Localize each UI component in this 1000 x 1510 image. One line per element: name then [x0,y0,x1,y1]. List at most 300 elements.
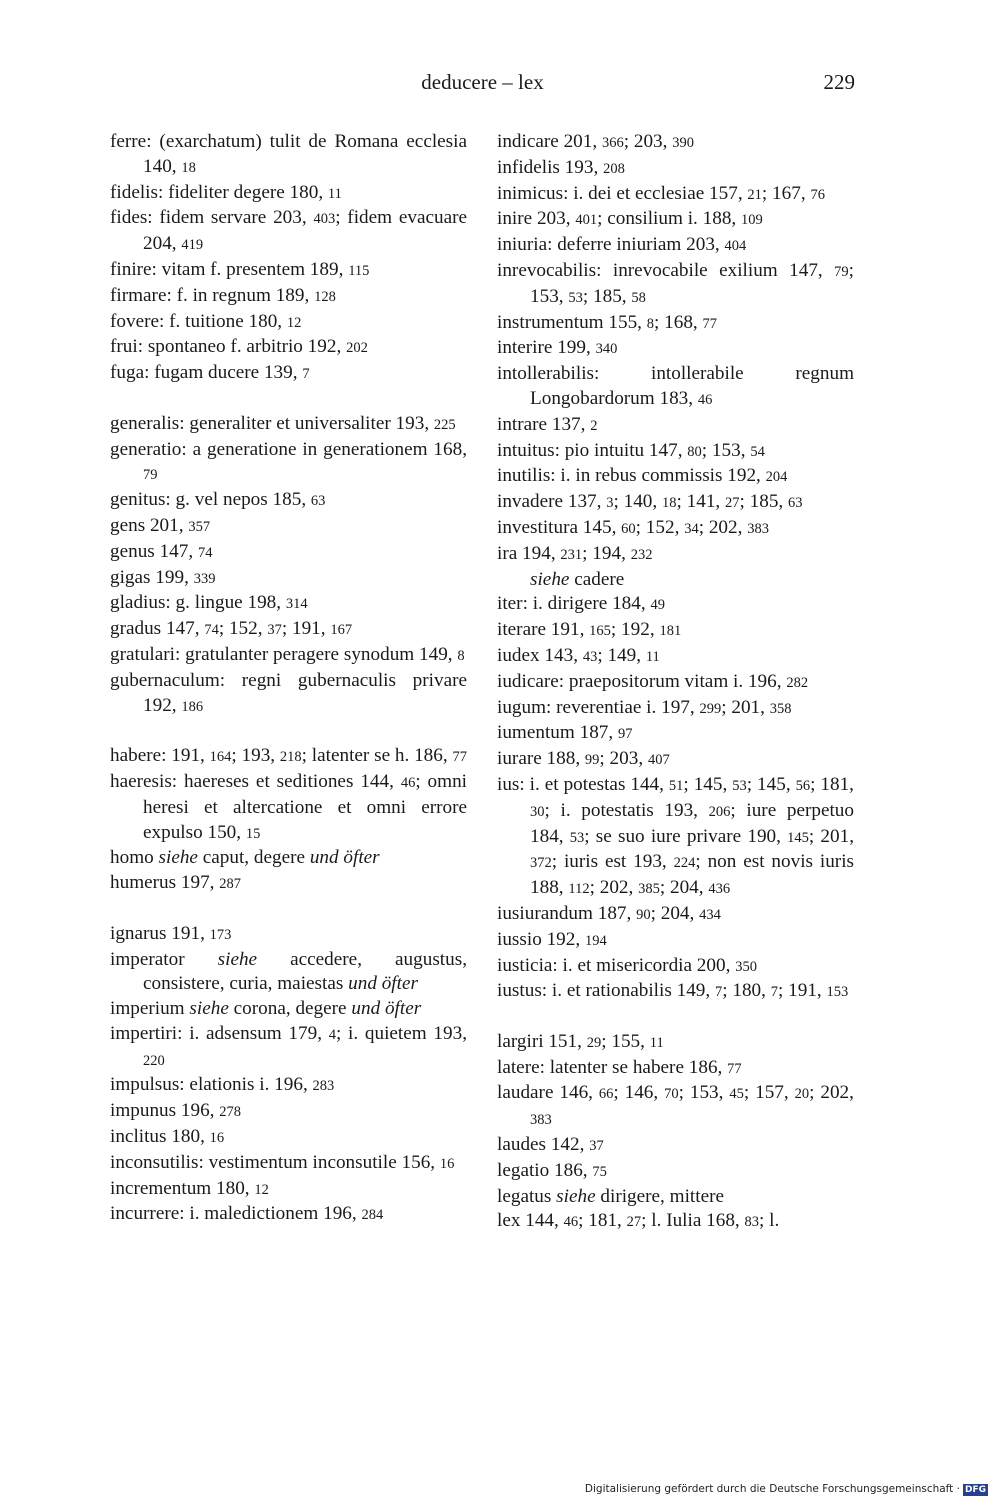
entry-text: ; l. [759,1210,780,1232]
line-number: 37 [589,1138,604,1155]
entry-text: cadere [569,568,625,590]
line-number: 194 [584,932,607,949]
index-entry [497,156,854,182]
cross-reference-term: siehe [556,1185,596,1207]
line-number: 8 [457,647,465,664]
line-number: 434 [699,906,721,923]
entry-text: largiri 151, [497,1030,587,1052]
line-number: 54 [750,443,765,460]
index-entry [110,1151,467,1177]
index-entry [110,566,467,592]
index-entry [497,490,854,516]
line-number: 63 [310,493,326,510]
index-entry [497,464,854,490]
entry-text: ; 153, [530,259,854,307]
line-number: 401 [575,212,598,229]
entry-text: investitura 145, [497,516,622,538]
line-number: 37 [267,622,282,639]
line-number: 27 [626,1214,642,1231]
entry-text: haeresis: haereses et seditiones 144, [110,770,401,792]
entry-text: iussio 192, [497,928,585,950]
entry-text: ; l. Iulia 168, [641,1210,745,1232]
entry-text: ; 193, [231,745,280,767]
line-number: 407 [647,752,670,769]
entry-text: iustus: i. et rationabilis 149, [497,980,715,1002]
entry-text: imperator [110,948,218,970]
entry-text: ; omni heresi et altercatione et omni errore expulso 150, [143,770,467,843]
entry-text: ; 145, [746,773,796,795]
entry-text: legatio 186, [497,1159,593,1181]
entry-text: ; non est novis iuris 188, [530,851,854,899]
entry-text: ; 203, [623,131,673,152]
line-number: 53 [568,289,583,306]
entry-text: fuga: fugam ducere 139, [110,362,303,384]
entry-text: iusticia: i. et misericordia 200, [497,954,736,976]
index-entry [497,516,854,542]
entry-text: laudare 146, [497,1082,599,1104]
index-entry [110,258,467,284]
entry-text: ; 192, [610,619,660,641]
entry-text: inconsutilis: vestimentum inconsutile 156, [110,1151,440,1173]
entry-text: lex 144, [497,1210,564,1232]
line-number: 11 [327,185,342,202]
entry-text: generalis: generaliter et universaliter 193, [110,412,434,434]
index-entry [110,335,467,361]
entry-text: frui: spontaneo f. arbitrio 192, [110,336,347,358]
index-entry [497,1081,854,1133]
entry-text: ; 191, [778,980,827,1002]
index-subentry [497,568,854,593]
entry-text: infidelis 193, [497,156,604,178]
cross-reference-term: siehe [189,998,229,1020]
entry-text: ; 185, [739,491,789,513]
entry-text: ; 202, [698,516,748,538]
line-number: 287 [219,876,242,893]
entry-text: ; 204, [650,902,700,924]
entry-text: gubernaculum: regni gubernaculis privare 192, [110,669,467,716]
entry-text: intuitus: pio intuitu 147, [497,439,688,461]
line-number: 204 [765,469,788,486]
index-entry [110,1177,467,1203]
line-number: 339 [193,570,216,587]
entry-gap [110,897,467,922]
entry-text: ; fidem evacuare 204, [143,207,467,255]
index-entry [497,721,854,747]
entry-text: inire 203, [497,208,576,230]
index-entry [497,233,854,259]
entry-text: invadere 137, [497,491,607,513]
entry-text: gratulari: gratulanter peragere synodum 149, [110,643,458,665]
index-entry [497,439,854,465]
index-entry [110,361,467,387]
index-entry [110,997,467,1022]
index-entry [497,311,854,337]
index-entry [110,488,467,514]
entry-text: incrementum 180, [110,1177,255,1199]
entry-text: ; 141, [676,491,726,513]
index-entry [110,922,467,948]
credit-text: Digitalisierung gefördert durch die Deutsche Forschungsgemeinschaft · [584,1483,960,1495]
line-number: 34 [684,520,699,537]
entry-text: impunus 196, [110,1100,220,1122]
index-entry [497,1056,854,1082]
line-number: 27 [725,495,740,512]
index-entry [110,871,467,897]
line-number: 43 [582,648,598,665]
index-column-left [110,130,467,1228]
entry-text: caput, degere [197,847,310,869]
entry-text: genus 147, [110,540,198,562]
index-entry [497,362,854,413]
index-entry [497,644,854,670]
index-entry [110,1022,467,1074]
entry-text: inclitus 180, [110,1126,210,1148]
entry-text: finire: vitam f. presentem 189, [110,258,349,280]
index-entry [497,928,854,954]
line-number: 145 [787,829,809,846]
line-number: 16 [209,1130,225,1147]
index-entry [110,948,467,998]
entry-text: ; 191, [281,618,331,640]
entry-text: intrare 137, [497,413,591,435]
index-entry [497,1159,854,1185]
line-number: 231 [560,546,583,563]
entry-text: genitus: g. vel nepos 185, [110,489,311,511]
index-entry [110,744,467,770]
entry-text: imperium [110,998,190,1020]
line-number: 18 [662,495,677,512]
entry-text: fovere: f. tuitione 180, [110,310,287,332]
line-number: 7 [302,366,310,383]
entry-text: homo [110,847,159,869]
entry-text: ; 180, [722,980,771,1002]
line-number: 70 [664,1086,679,1103]
entry-text: ; 181, [578,1210,627,1232]
line-number: 224 [673,855,696,872]
line-number: 76 [810,186,825,203]
entry-text: ; i. quietem 193, [335,1022,467,1044]
running-head: deducere – lex [421,70,544,94]
index-entry [110,846,467,871]
line-number: 358 [769,700,792,717]
entry-text: gigas 199, [110,566,194,588]
entry-text: ; iuris est 193, [551,851,674,873]
index-entry [497,696,854,722]
line-number: 419 [181,237,204,254]
entry-text: intollerabilis: intollerabile regnum Longobardorum 183, [497,363,854,409]
entry-text: corona, degere [228,998,352,1020]
line-number: 390 [672,135,694,151]
line-number: 20 [794,1086,810,1103]
entry-text: iter: i. dirigere 184, [497,593,651,615]
entry-text: ; 153, [701,439,751,461]
entry-text: iudicare: praepositorum vitam i. 196, [497,670,787,692]
line-number: 7 [770,984,778,1001]
line-number: 366 [601,135,624,151]
line-number: 83 [744,1214,760,1231]
cross-reference-term: und öfter [351,998,422,1020]
line-number: 153 [826,984,849,1001]
line-number: 11 [645,648,660,665]
line-number: 232 [630,546,653,563]
entry-text: iniuria: deferre iniuriam 203, [497,234,725,256]
entry-text: fidelis: fideliter degere 180, [110,181,328,203]
entry-text: incurrere: i. maledictionem 196, [110,1203,362,1225]
entry-text: instrumentum 155, [497,311,647,333]
index-entry [497,1030,854,1056]
line-number: 46 [697,391,713,408]
index-entry [110,206,467,258]
line-number: 278 [219,1104,242,1121]
entry-gap [110,719,467,744]
line-number: 115 [348,262,370,279]
entry-text: ; 152, [218,618,268,640]
line-number: 46 [563,1214,579,1231]
entry-text: firmare: f. in regnum 189, [110,284,315,306]
index-entry [110,284,467,310]
line-number: 46 [400,774,416,791]
line-number: 80 [687,443,702,460]
line-number: 357 [188,518,211,535]
entry-text: inutilis: i. in rebus commissis 192, [497,465,766,487]
entry-text: ; 203, [599,748,648,770]
entry-text: ; latenter se h. 186, [301,745,453,767]
line-number: 404 [724,238,747,255]
line-number: 90 [636,906,651,923]
line-number: 383 [530,1112,552,1129]
entry-text: latere: latenter se habere 186, [497,1056,728,1078]
entry-text: iurare 188, [497,748,585,770]
index-entry [497,902,854,928]
line-number: 15 [245,825,261,842]
line-number: 63 [788,495,803,512]
line-number: 53 [569,829,585,846]
index-entry [110,1099,467,1125]
index-entry [497,130,854,156]
entry-text: ; 145, [683,773,733,795]
line-number: 66 [598,1086,614,1103]
line-number: 53 [732,777,747,794]
line-number: 2 [590,417,598,434]
index-entry [110,770,467,846]
line-number: 79 [143,467,158,484]
line-number: 99 [584,752,600,769]
line-number: 21 [747,186,762,203]
line-number: 403 [313,211,336,228]
line-number: 45 [729,1086,744,1103]
line-number: 186 [181,698,204,715]
index-entry [110,412,467,438]
entry-text: ; 155, [601,1030,650,1052]
entry-text: ; 140, [613,491,662,513]
line-number: 218 [279,749,302,766]
page-number: 229 [823,70,855,94]
index-entry [497,1209,854,1235]
entry-text: ignarus 191, [110,922,210,944]
entry-text: ; 167, [761,182,811,204]
entry-gap [497,1005,854,1030]
entry-text: gladius: g. lingue 198, [110,592,286,614]
index-entry [497,207,854,233]
line-number: 60 [621,520,636,537]
entry-text: ; se suo iure privare 190, [584,825,788,847]
entry-text: ; 194, [582,542,631,564]
entry-text: interire 199, [497,337,596,359]
line-number: 372 [530,855,552,872]
index-entry [497,259,854,311]
dfg-logo: DFG [964,1485,986,1495]
entry-text: dirigere, mittere [595,1185,724,1207]
line-number: 340 [595,341,618,358]
line-number: 77 [702,315,718,332]
line-number: 7 [714,984,723,1001]
index-entry [110,130,467,181]
index-entry [497,413,854,439]
entry-text: impulsus: elationis i. 196, [110,1074,313,1096]
entry-text: ; 152, [635,516,685,538]
entry-text: ; 153, [678,1082,730,1104]
entry-text: ; 185, [582,285,632,307]
line-number: 97 [617,726,633,743]
entry-text: generatio: a generatione in generationem 168, [110,438,467,460]
line-number: 109 [741,212,763,229]
index-entry [110,1202,467,1228]
entry-text: ; 202, [589,877,639,899]
page-header [110,70,855,100]
line-number: 181 [659,623,682,640]
line-number: 314 [285,596,308,613]
line-number: 12 [254,1181,269,1198]
entry-text: indicare 201, [497,131,602,152]
line-number: 282 [786,674,809,691]
entry-text: iusiurandum 187, [497,902,637,924]
line-number: 206 [708,803,731,820]
line-number: 8 [646,315,655,332]
index-entry [110,643,467,669]
line-number: 112 [568,881,590,898]
line-number: 29 [586,1034,602,1051]
cross-reference-term: siehe [158,847,198,869]
line-number: 164 [209,749,232,766]
line-number: 165 [589,623,611,640]
line-number: 77 [452,749,467,766]
entry-text: accedere, augustus, consistere, curia, maiestas [143,948,467,995]
index-entry [110,1073,467,1099]
index-entry [497,336,854,362]
line-number: 77 [727,1060,742,1077]
line-number: 385 [638,881,660,898]
index-entry [110,514,467,540]
line-number: 58 [631,289,646,306]
line-number: 74 [204,622,219,639]
entry-text: impertiri: i. adsensum 179, [110,1022,329,1044]
entry-text: iudex 143, [497,644,583,666]
line-number: 51 [668,777,684,794]
entry-text: iumentum 187, [497,722,618,744]
line-number: 79 [834,263,849,280]
index-entry [497,979,854,1005]
index-entry [110,540,467,566]
line-number: 299 [699,700,722,717]
line-number: 75 [592,1163,607,1180]
index-entry [110,669,467,720]
index-entry [110,181,467,207]
line-number: 49 [650,597,665,614]
index-entry [110,591,467,617]
line-number: 436 [708,881,731,898]
entry-text: laudes 142, [497,1134,590,1156]
index-entry [497,1133,854,1159]
cross-reference-term: siehe [217,948,258,970]
cross-reference-term: und öfter [309,847,380,869]
index-entry [497,182,854,208]
line-number: 350 [735,958,757,975]
index-entry [497,618,854,644]
entry-text: ; 146, [613,1082,665,1104]
entry-text: inrevocabilis: inrevocabile exilium 147, [497,259,835,281]
line-number: 383 [747,520,769,537]
line-number: 30 [530,803,545,820]
line-number: 56 [795,777,811,794]
line-number: 11 [649,1034,664,1051]
entry-text: ; 149, [597,644,646,666]
index-entry [110,617,467,643]
entry-text: ; 201, [808,825,854,847]
line-number: 4 [328,1026,336,1043]
entry-gap [110,387,467,412]
index-entry [497,1185,854,1210]
line-number: 167 [330,622,353,639]
line-number: 202 [346,340,368,357]
index-column-right [497,130,854,1235]
entry-text: legatus [497,1185,557,1207]
entry-text: iugum: reverentiae i. 197, [497,696,700,718]
entry-text: ; 181, [810,773,854,795]
line-number: 3 [606,495,614,512]
entry-text: inimicus: i. dei et ecclesiae 157, [497,182,748,204]
entry-text: ; 202, [809,1082,854,1104]
line-number: 173 [209,926,232,943]
line-number: 284 [361,1207,384,1224]
entry-text: ; 201, [721,696,770,718]
index-entry [497,592,854,618]
line-number: 208 [603,160,625,177]
digitization-credit [585,1483,988,1496]
entry-text: gradus 147, [110,618,205,640]
index-entry [497,773,854,902]
entry-text: ius: i. et potestas 144, [497,773,669,795]
index-entry [497,954,854,980]
index-entry [497,670,854,696]
entry-text: ferre: (exarchatum) tulit de Romana ecclesia 140, [110,131,467,177]
index-entry [497,542,854,568]
entry-text: fides: fidem servare 203, [110,207,314,229]
entry-text: ; 204, [659,877,709,899]
line-number: 16 [439,1155,455,1172]
entry-text: ira 194, [497,542,561,564]
line-number: 74 [197,544,213,561]
line-number: 12 [286,314,302,331]
index-entry [110,438,467,489]
entry-text: ; 168, [654,311,703,333]
line-number: 220 [143,1052,165,1069]
line-number: 18 [181,159,196,176]
entry-text: humerus 197, [110,872,220,894]
entry-text: ; consilium i. 188, [597,208,741,230]
entry-text: ; i. potestatis 193, [544,799,709,821]
line-number: 283 [312,1078,335,1095]
cross-reference-term: und öfter [348,973,418,995]
